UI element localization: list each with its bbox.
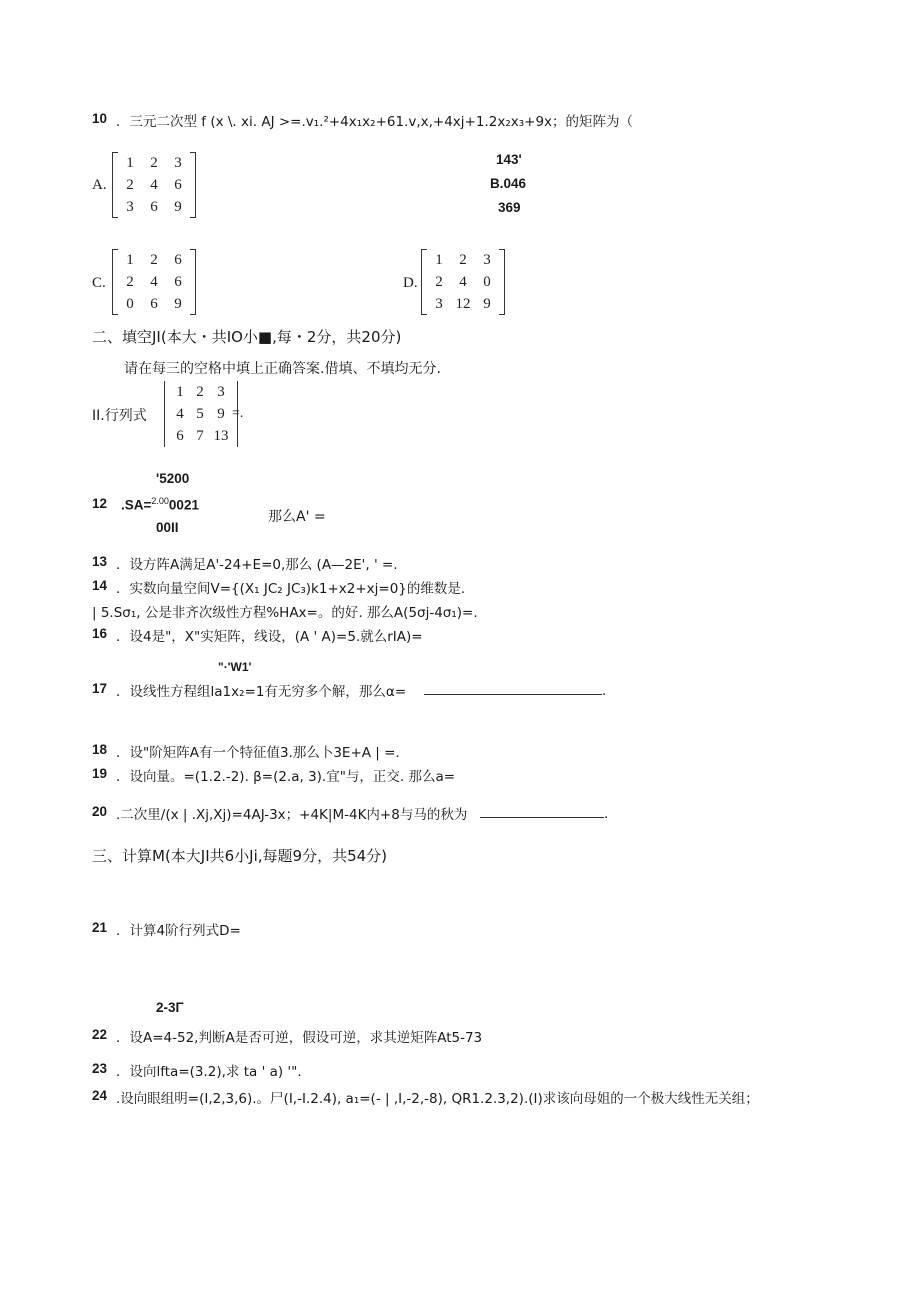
q19-number: 19 [92, 766, 108, 781]
option-c-cell: 2 [126, 274, 134, 290]
q11-cell: 4 [176, 406, 184, 422]
option-c-cell: 1 [126, 252, 134, 268]
option-a-cell: 6 [174, 177, 182, 193]
q18-number: 18 [92, 742, 108, 757]
option-a-cell: 9 [174, 199, 182, 215]
option-d-cell: 4 [459, 274, 467, 290]
q12-prefix [121, 496, 199, 513]
option-c-cell: 2 [150, 252, 158, 268]
option-a-cell: 1 [126, 155, 134, 171]
q11-cell: 6 [176, 428, 184, 444]
q12-mid: 0021 [168, 497, 199, 513]
q24-text: .设向眼组明=(I,2,3,6).。尸(I,-I.2.4), a₁=(- | ,I,-2,-8), QR1.2.3,2).(I)求该向母姐的一个极大线性无关组； [116, 1091, 759, 1107]
option-d-cell: 1 [435, 252, 443, 268]
section-2-instructions: 请在每三的空格中填上正确答案.借填、不填均无分. [124, 361, 441, 377]
q17-superscript-note: "·'W1' [218, 660, 252, 674]
option-a-matrix [112, 152, 196, 218]
q20-text: .二次里/(x | .Xj,Xj)=4AJ-3x；+4K|M-4K内+8与马的秋为 [116, 807, 468, 823]
q12-matrix-bottom-row: 00II [156, 520, 179, 535]
q12-number: 12 [92, 496, 108, 511]
q14-number: 14 [92, 578, 108, 593]
option-a-cell: 4 [150, 177, 158, 193]
q21-text: ．计算4阶行列式D= [116, 923, 241, 939]
q11-equals: =. [232, 406, 244, 421]
q12-sup: 2.00 [151, 496, 169, 506]
q11-cell: 9 [217, 406, 225, 422]
option-d-matrix [421, 249, 505, 315]
section-2-title: 二、填空JI(本大・共IO小■,每・2分，共20分) [92, 328, 402, 346]
section-3-title: 三、计算M(本大JI共6小Ji,每题9分，共54分) [92, 847, 388, 865]
option-d-cell: 9 [483, 296, 491, 312]
option-b-line1: 143' [496, 152, 522, 167]
q11-cell: 5 [196, 406, 204, 422]
q17-number: 17 [92, 681, 108, 696]
q13-text: ．设方阵A满足A'-24+E=0,那么 (A—2E', ' =. [116, 557, 398, 573]
q11-determinant [164, 381, 238, 447]
q20-number: 20 [92, 804, 108, 819]
q20-tail: . [604, 806, 609, 822]
option-d-cell: 12 [455, 296, 471, 312]
option-a-cell: 2 [126, 177, 134, 193]
option-c-cell: 9 [174, 296, 182, 312]
q22-number: 22 [92, 1027, 108, 1042]
q15-text: | 5.Sσ₁, 公是非齐次级性方程%HAx=。的好. 那么A(5σj-4σ₁)=. [92, 605, 478, 621]
option-a-cell: 3 [174, 155, 182, 171]
q19-text: ．设向量。=(1.2.-2). β=(2.a, 3).宜"与，正交. 那么a= [116, 769, 456, 785]
q11-cell: 7 [196, 428, 204, 444]
option-d-cell: 3 [483, 252, 491, 268]
q16-number: 16 [92, 626, 108, 641]
option-c-cell: 6 [174, 274, 182, 290]
q22-superscript-note: 2-3Γ [156, 1000, 184, 1015]
option-d-cell: 3 [435, 296, 443, 312]
q10-number: 10 [92, 111, 108, 126]
q11-cell: 2 [196, 384, 204, 400]
q24-number: 24 [92, 1088, 108, 1103]
q18-text: ．设"阶矩阵A有一个特征值3.那么卜3E+A | =. [116, 745, 400, 761]
q16-text: ．设4是"，X"实矩阵，线设，(A ' A)=5.就么rIA)= [116, 629, 423, 645]
q10-text: ．三元二次型 f (x \. xi. AJ >=.v₁.²+4x₁x₂+61.v,x,+4xj+1.2x₂x₃+9x；的矩阵为（ [116, 114, 634, 130]
q21-number: 21 [92, 920, 108, 935]
option-c-label: C. [92, 275, 106, 291]
option-d-cell: 2 [435, 274, 443, 290]
option-c-cell: 6 [174, 252, 182, 268]
option-c-cell: 6 [150, 296, 158, 312]
q22-text: ．设A=4-52,判断A是否可逆，假设可逆，求其逆矩阵At5-73 [116, 1030, 483, 1046]
q11-cell: 1 [176, 384, 184, 400]
option-a-label: A. [92, 177, 107, 193]
option-c-matrix [112, 249, 196, 315]
option-d-cell: 2 [459, 252, 467, 268]
q14-text: ．实数向量空间V={(X₁ JC₂ JC₃)k1+x2+xj=0}的维数是. [116, 581, 466, 597]
option-a-cell: 3 [126, 199, 134, 215]
q12-tail: 那么A' = [268, 509, 326, 525]
option-c-cell: 0 [126, 296, 134, 312]
q11-label: II.行列式 [92, 408, 147, 424]
q12-pre: .SA= [121, 497, 152, 513]
q12-matrix-top-row: '5200 [156, 471, 190, 486]
q17-text: ．设线性方程组la1x₂=1有无穷多个解，那么α= [116, 684, 407, 700]
q23-number: 23 [92, 1061, 108, 1076]
q17-answer-blank[interactable] [424, 680, 606, 699]
q11-cell: 3 [217, 384, 225, 400]
option-a-cell: 2 [150, 155, 158, 171]
option-a-cell: 6 [150, 199, 158, 215]
q23-text: ．设向lfta=(3.2),求 ta ' a) '". [116, 1064, 302, 1080]
q11-cell: 13 [213, 428, 229, 444]
option-d-label: D. [403, 275, 418, 291]
option-d-cell: 0 [483, 274, 491, 290]
option-b-line3: 369 [498, 200, 521, 215]
option-b-line2: B.046 [490, 176, 527, 191]
q17-tail: . [602, 683, 607, 699]
option-c-cell: 4 [150, 274, 158, 290]
q20-answer-blank[interactable] [480, 803, 608, 822]
q13-number: 13 [92, 554, 108, 569]
